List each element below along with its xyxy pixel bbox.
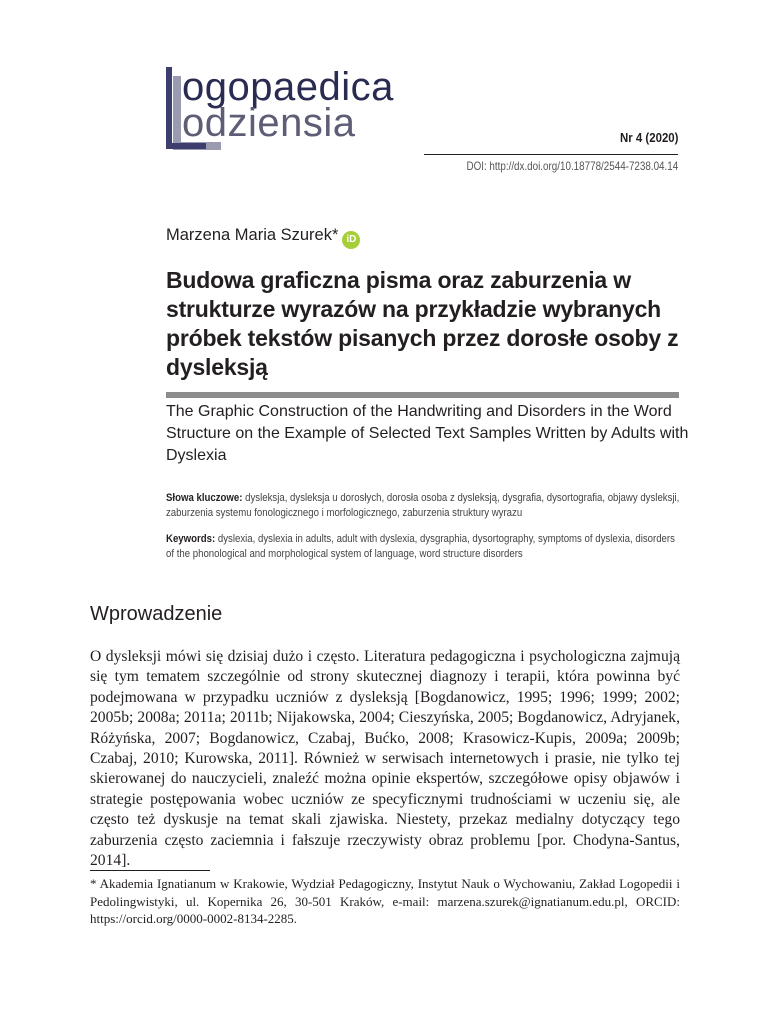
- keywords-en-text: dyslexia, dyslexia in adults, adult with dyslexia, dysgraphia, dysortography, symptoms of dyslexia, disorders of the phonological and morphological system of language, word structure disorders: [166, 533, 675, 560]
- keywords-en-label: Keywords:: [166, 533, 216, 545]
- journal-logo: [166, 62, 426, 162]
- keywords-pl-text: dysleksja, dysleksja u dorosłych, dorosła osoba z dysleksją, dysgrafia, dysortografia, objawy dysleksji, zaburzenia systemu fonologicznego i morfologicznego, zaburzenia struktury wyrazu: [166, 492, 680, 519]
- doi-link[interactable]: DOI: http://dx.doi.org/10.18778/2544-7238.04.14: [466, 159, 678, 173]
- section-heading: Wprowadzenie: [90, 603, 223, 625]
- author-line: [166, 226, 360, 249]
- logo-line2: odziensia: [182, 101, 356, 145]
- keywords-en: [166, 532, 682, 562]
- article-title-en: The Graphic Construction of the Handwriting and Disorders in the Word Structure on the Example of Selected Text Samples Written by Adults with Dyslexia: [166, 403, 689, 464]
- logo-letter-l: [166, 67, 172, 149]
- logo-line1: ogopaedica: [182, 65, 394, 109]
- footnote-divider: [90, 870, 210, 871]
- logo-letter-l-shadow: [173, 76, 181, 150]
- article-title-pl: Budowa graficzna pisma oraz zaburzenia w strukturze wyrazów na przykładzie wybranych próbek tekstów pisanych przez dorosłe osoby z dysleksją: [166, 267, 679, 380]
- body-paragraph: O dysleksji mówi się dzisiaj dużo i często. Literatura pedagogiczna i psychologiczna zajmują się tym tematem szczególnie od strony skutecznej diagnozy i terapii, która powinna być podejmowana w przypadku uczniów z dysleksją [Bogdanowicz, 1995; 1996; 1999; 2002; 2005b; 2008a; 2011a; 2011b; Nijakowska, 2004; Cieszyńska, 2005; Bogdanowicz, Adryjanek, Różyńska, 2007; Bogdanowicz, Czabaj, Bućko, 2008; Krasowicz-Kupis, 2009a; 2009b; Czabaj, 2010; Kurowska, 2011]. Również w serwisach internetowych i prasie, nie tylko tej skierowanej do nauczycieli, znaleźć można opinie ekspertów, szczegółowe opisy objawów i strategie postępowania wobec uczniów ze specyficznymi trudnościami w uczeniu się, ale często też dyskusje na temat skali zjawiska. Niestety, przekaz medialny dotyczący tego zaburzenia często zaciemnia i fałszuje rzeczywisty obraz problemu [por. Chodyna-Santus, 2014].: [90, 648, 680, 870]
- keywords-pl-label: Słowa kluczowe:: [166, 492, 243, 504]
- orcid-icon[interactable]: iD: [342, 231, 360, 249]
- issue-number: Nr 4 (2020): [619, 130, 678, 145]
- author-name: Marzena Maria Szurek*: [166, 226, 339, 244]
- title-divider: [166, 392, 679, 398]
- footnote: * Akademia Ignatianum w Krakowie, Wydział Pedagogiczny, Instytut Nauk o Wychowaniu, Zakład Logopedii i Pedolingwistyki, ul. Kopernika 26, 30-501 Kraków, e-mail: marzena.szurek@ignatianum.edu.pl, ORCID: https://orcid.org/0000-0002-8134-2285.: [90, 876, 680, 926]
- issue-divider: [424, 154, 678, 155]
- keywords-pl: [166, 491, 682, 521]
